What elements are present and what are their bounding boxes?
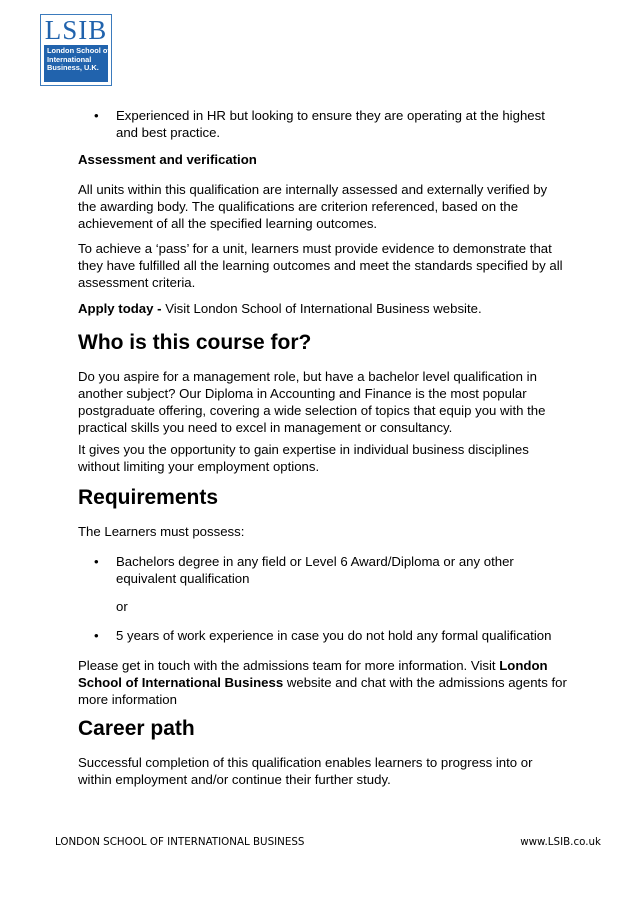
requirements-intro: The Learners must possess: xyxy=(78,524,245,539)
assessment-heading: Assessment and verification xyxy=(78,152,257,167)
bullet-marker: • xyxy=(94,554,99,569)
logo-line-1: London School of xyxy=(47,46,110,55)
bullet-marker: • xyxy=(94,108,99,123)
logo-brand: LSIB xyxy=(44,14,108,45)
top-bullet-text: Experienced in HR but looking to ensure they are operating at the highest and best practice. xyxy=(116,108,545,140)
assessment-paragraph-1: All units within this qualification are internally assessed and externally verified by the awarding body. The qualifications are criterion referenced, based on the achievement of all the specified learning outcomes. xyxy=(78,182,548,231)
requirement-or: or xyxy=(116,599,128,614)
contact-pre: Please get in touch with the admissions team for more information. Visit xyxy=(78,658,500,673)
logo-subtitle xyxy=(44,45,108,82)
career-heading: Career path xyxy=(78,717,195,740)
career-paragraph: Successful completion of this qualification enables learners to progress into or within employment and/or continue their further study. xyxy=(78,755,533,787)
footer-left: LONDON SCHOOL OF INTERNATIONAL BUSINESS xyxy=(55,836,305,848)
apply-today-line xyxy=(78,300,568,317)
who-paragraph-1: Do you aspire for a management role, but have a bachelor level qualification in another subject? Our Diploma in Accounting and Finance is the most popular postgraduate offering, covering a wide selection of topics that equip you with the practical skills you need to excel in management or consultancy. xyxy=(78,369,546,435)
who-paragraph-2: It gives you the opportunity to gain expertise in individual business disciplines without limiting your employment options. xyxy=(78,442,529,474)
who-heading: Who is this course for? xyxy=(78,331,312,354)
requirement-bullet-1: Bachelors degree in any field or Level 6 Award/Diploma or any other equivalent qualification xyxy=(116,554,514,586)
assessment-paragraph-2: To achieve a ‘pass’ for a unit, learners must provide evidence to demonstrate that they have fulfilled all the learning outcomes and meet the standards specified by all assessment criteria. xyxy=(78,241,563,290)
logo-line-3: Business, U.K. xyxy=(47,63,99,73)
bullet-marker: • xyxy=(94,628,99,643)
apply-today-text: Visit London School of International Business website. xyxy=(161,301,482,316)
requirement-bullet-2: 5 years of work experience in case you do not hold any formal qualification xyxy=(116,628,552,643)
lsib-logo xyxy=(40,14,112,86)
requirements-heading: Requirements xyxy=(78,486,219,509)
apply-today-label: Apply today - xyxy=(78,301,162,316)
contact-school-name: London School of International Business xyxy=(78,658,548,690)
contact-paragraph xyxy=(78,657,568,708)
logo-line-2: International xyxy=(47,54,92,64)
contact-post: website and chat with the admissions agents for more information xyxy=(78,675,567,707)
footer-website: www.LSIB.co.uk xyxy=(520,836,601,848)
